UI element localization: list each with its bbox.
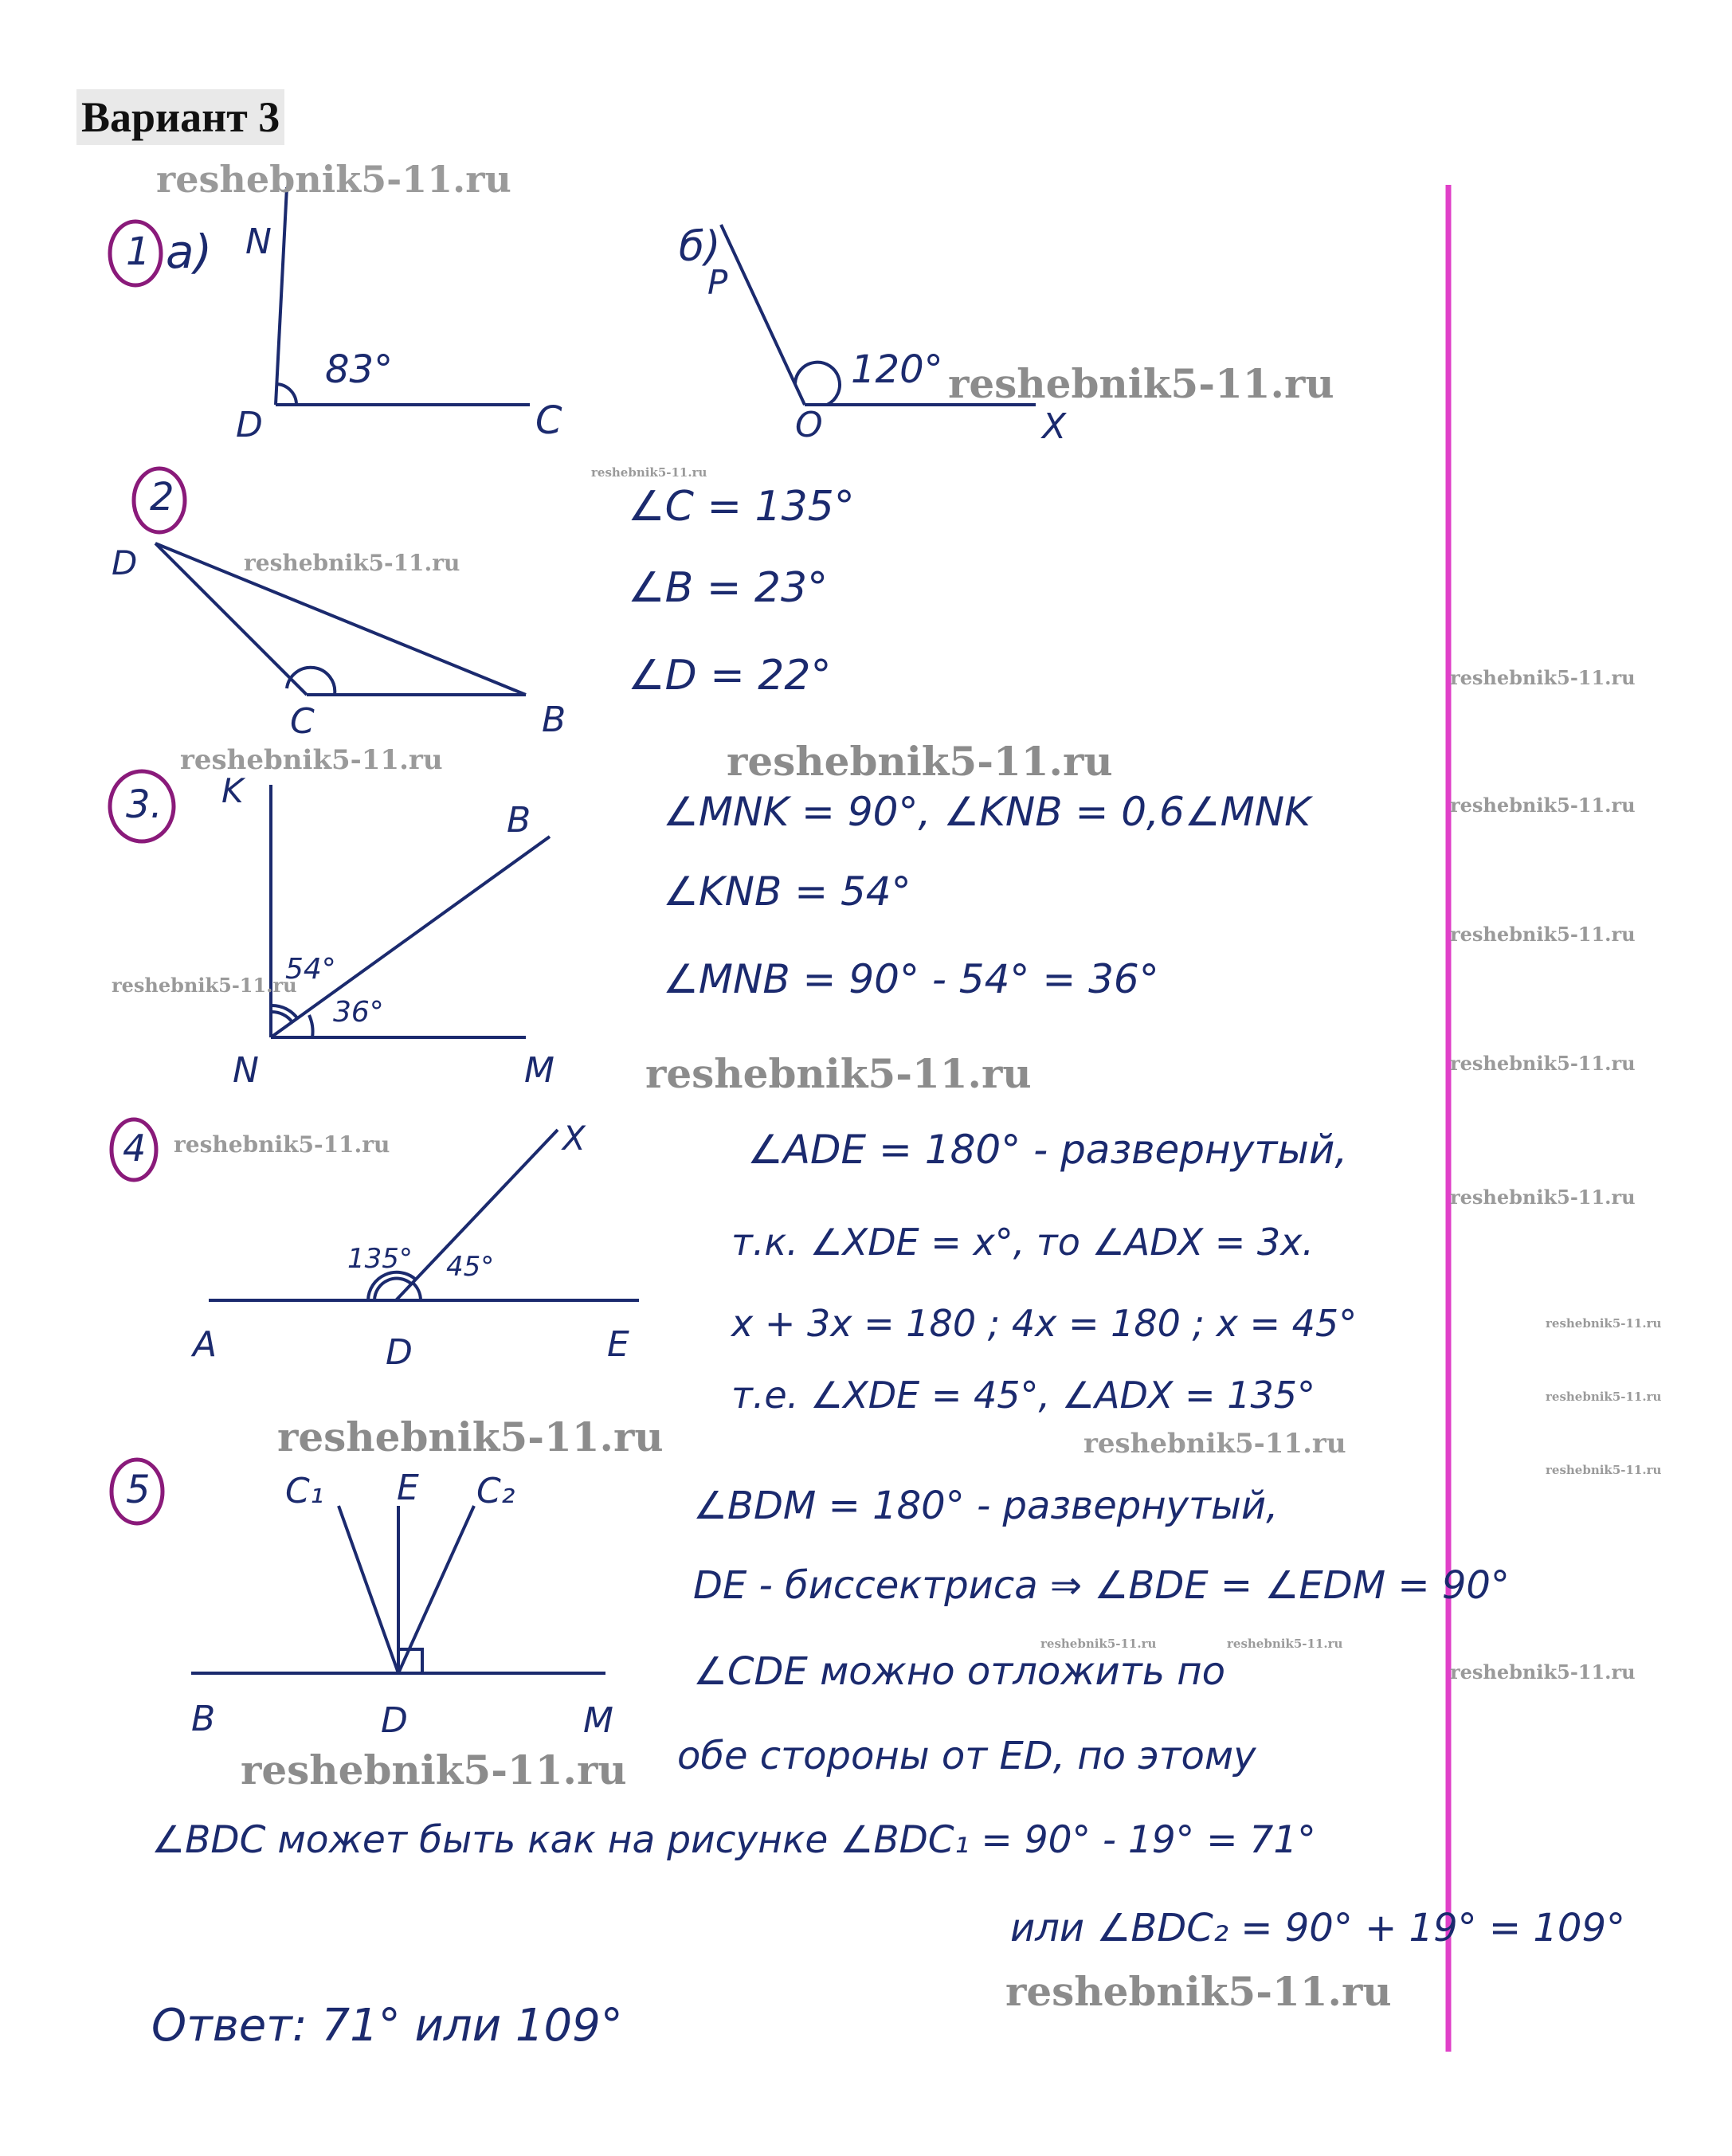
task4-angle-45: 45° [446, 1251, 495, 1283]
task4-number: 4 [123, 1127, 147, 1170]
watermark: reshebnik5-11.ru [1227, 1637, 1343, 1651]
watermark: reshebnik5-11.ru [1083, 1428, 1346, 1460]
page-title: Вариант 3 [76, 89, 284, 145]
watermark: reshebnik5-11.ru [1450, 1660, 1636, 1684]
watermark: reshebnik5-11.ru [241, 1746, 627, 1793]
task5-line-3: ∠CDE можно отложить по [693, 1649, 1225, 1694]
watermark: reshebnik5-11.ru [1450, 1186, 1636, 1209]
task4-angle-135: 135° [347, 1243, 413, 1275]
task5-label-c1: C₁ [285, 1471, 324, 1511]
watermark: reshebnik5-11.ru [1450, 666, 1636, 689]
watermark: reshebnik5-11.ru [1450, 794, 1636, 817]
watermark: reshebnik5-11.ru [1005, 1968, 1392, 2015]
task2-label-b: B [542, 700, 566, 740]
task4-line-4: т.е. ∠XDE = 45°, ∠ADX = 135° [731, 1374, 1315, 1417]
task5-label-b: B [191, 1699, 216, 1739]
task1-number: 1 [126, 229, 151, 274]
task3-label-b: B [507, 800, 531, 841]
task3-label-n: N [233, 1050, 259, 1091]
task5-line-2: DE - биссектриса ⇒ ∠BDE = ∠EDM = 90° [693, 1563, 1510, 1608]
task2-line-2: ∠B = 23° [628, 564, 829, 612]
task5-figure [191, 1506, 605, 1673]
watermark: reshebnik5-11.ru [156, 158, 511, 201]
task3-angle-54: 54° [285, 953, 336, 986]
task1a-angle-label: 83° [325, 347, 394, 392]
task5-line-6: или ∠BDC₂ = 90° + 19° = 109° [1010, 1906, 1625, 1950]
task5-label-m: M [583, 1700, 613, 1741]
watermark: reshebnik5-11.ru [1450, 1052, 1636, 1075]
task4-line-3: x + 3x = 180 ; 4x = 180 ; x = 45° [731, 1302, 1358, 1345]
task5-number: 5 [126, 1468, 151, 1512]
task1-part-a: а) [166, 225, 213, 279]
task5-label-c2: C₂ [476, 1471, 515, 1511]
task4-label-d: D [386, 1332, 413, 1373]
task3-line-1: ∠MNK = 90°, ∠KNB = 0,6∠MNK [663, 789, 1311, 835]
task1b-label-o: O [795, 405, 823, 445]
task3-number: 3. [126, 782, 163, 827]
watermark: reshebnik5-11.ru [1040, 1637, 1157, 1651]
task1b-label-p: P [707, 263, 728, 302]
task1a-label-d: D [236, 405, 263, 445]
task1a-label-c: C [535, 398, 562, 443]
task2-number: 2 [150, 475, 174, 519]
task4-label-e: E [607, 1324, 629, 1365]
task1b-angle-label: 120° [851, 347, 943, 392]
task2-label-c: C [290, 701, 315, 742]
task1a-figure [276, 187, 530, 405]
task3-label-k: K [221, 771, 244, 810]
watermark: reshebnik5-11.ru [645, 1050, 1032, 1097]
watermark: reshebnik5-11.ru [244, 550, 460, 576]
task2-line-1: ∠C = 135° [628, 483, 855, 531]
task4-label-a: A [193, 1324, 217, 1365]
task3-line-2: ∠KNB = 54° [663, 868, 911, 915]
task1a-label-n: N [245, 221, 272, 262]
task3-angle-36: 36° [333, 996, 384, 1029]
watermark: reshebnik5-11.ru [1546, 1390, 1662, 1404]
watermark: reshebnik5-11.ru [948, 360, 1334, 407]
task5-line-1: ∠BDM = 180° - развернутый, [693, 1484, 1279, 1528]
watermark: reshebnik5-11.ru [591, 465, 707, 480]
watermark: reshebnik5-11.ru [727, 738, 1113, 785]
watermark: reshebnik5-11.ru [1546, 1463, 1662, 1477]
task5-label-d: D [381, 1700, 408, 1741]
task4-label-x: X [562, 1119, 586, 1158]
task2-label-d: D [112, 543, 138, 582]
task3-label-m: M [524, 1050, 554, 1091]
watermark: reshebnik5-11.ru [180, 744, 443, 776]
task2-line-3: ∠D = 22° [628, 652, 832, 700]
watermark: reshebnik5-11.ru [112, 974, 297, 997]
task4-line-1: ∠ADE = 180° - развернутый, [747, 1127, 1348, 1173]
watermark: reshebnik5-11.ru [277, 1413, 664, 1460]
task5-label-e: E [397, 1468, 419, 1508]
watermark: reshebnik5-11.ru [1450, 923, 1636, 946]
task1b-label-x: X [1042, 406, 1067, 447]
task4-line-2: т.к. ∠XDE = x°, то ∠ADX = 3x. [731, 1221, 1315, 1264]
task5-answer: Ответ: 71° или 109° [151, 2000, 623, 2052]
watermark: reshebnik5-11.ru [1546, 1316, 1662, 1331]
watermark: reshebnik5-11.ru [174, 1131, 390, 1158]
task5-line-4: обе стороны от ED, по этому [677, 1734, 1256, 1778]
task1-part-b: б) [679, 223, 721, 271]
task5-line-5: ∠BDC может быть как на рисунке ∠BDC₁ = 90° - 19° = 71° [151, 1818, 1316, 1862]
task3-line-3: ∠MNB = 90° - 54° = 36° [663, 956, 1159, 1002]
